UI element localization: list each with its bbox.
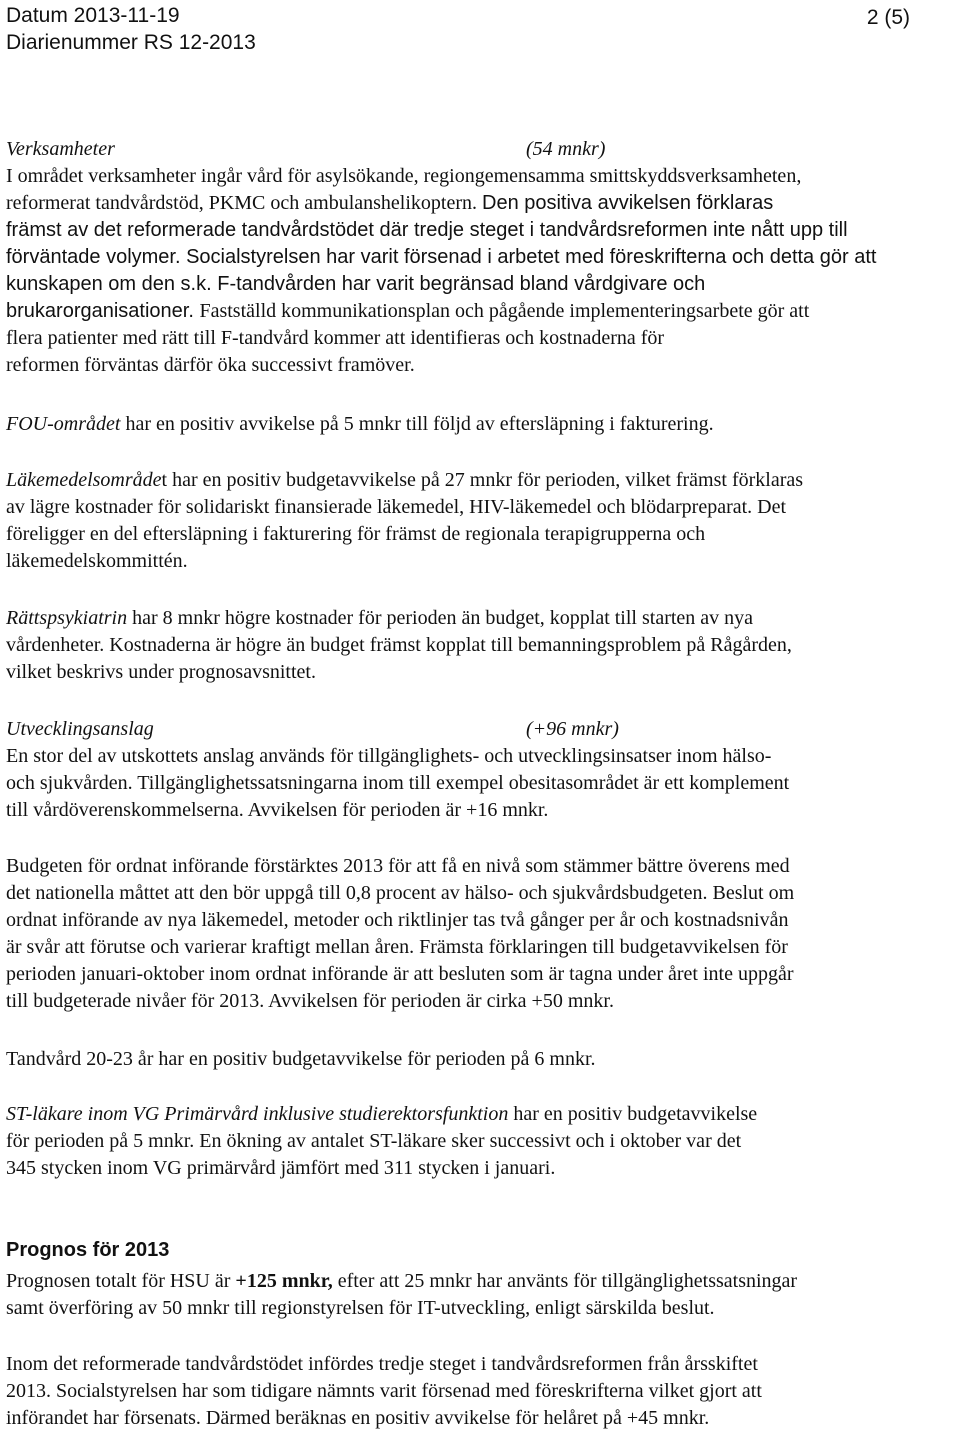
prognos-total: +125 mnkr, [235, 1270, 333, 1292]
paragraph-prognos-1: Prognosen totalt för HSU är +125 mnkr, efter att 25 mnkr har använts för tillgänglighetssatsningar samt överföring av 50 mnkr till regionstyrelsen för IT-utveckling, enligt särskilda beslut. [6, 1268, 954, 1322]
paragraph-line: perioden januari-oktober inom ordnat införande är att besluten som är tagna under året inte uppgår [6, 963, 794, 985]
paragraph-line: 2013. Socialstyrelsen har som tidigare nämnts varit försenad med föreskrifterna vilket gjort att [6, 1380, 762, 1402]
paragraph-rattspsykiatrin: Rättspsykiatrin har 8 mnkr högre kostnader för perioden än budget, kopplat till starten av nya vårdenheter. Kostnaderna är högre än budget främst kopplat till bemanningsproblem på Rågården, vilket beskrivs under prognosavsnittet. [6, 605, 954, 686]
paragraph-prognos-2 [6, 1351, 954, 1432]
section-amount-utvecklingsanslag: (+96 mnkr) [526, 718, 619, 740]
page-number: 2 (5) [866, 6, 910, 29]
paragraph-line: kunskapen om den s.k. F-tandvården har varit begränsad bland vårdgivare och [6, 273, 706, 295]
paragraph-line: och sjukvården. Tillgänglighetssatsningarna inom till exempel obesitasområdet är ett komplement [6, 772, 790, 794]
header-reference: Diarienummer RS 12-2013 [6, 31, 256, 54]
paragraph-line: förväntade volymer. Socialstyrelsen har varit försenad i arbetet med föreskrifterna och detta gör att [6, 246, 877, 268]
paragraph-fou: FOU-området har en positiv avvikelse på 5 mnkr till följd av eftersläpning i fakturering. [6, 413, 714, 435]
section-utvecklingsanslag [6, 716, 954, 824]
paragraph-line: reformen förväntas därför öka successivt framöver. [6, 354, 415, 376]
section-title-prognos: Prognos för 2013 [6, 1239, 170, 1261]
paragraph-line: är svår att förutse och varierar kraftigt mellan åren. Främsta förklaringen till budgetavvikelsen för [6, 936, 788, 958]
term-fou: FOU-området [6, 413, 121, 435]
paragraph-line: flera patienter med rätt till F-tandvård kommer att identifieras och kostnaderna för [6, 327, 665, 349]
paragraph-line: reformerat tandvårdstöd, PKMC och ambulanshelikoptern. Den positiva avvikelsen förklaras [6, 192, 774, 214]
paragraph-line: En stor del av utskottets anslag används för tillgänglighets- och utvecklingsinsatser inom hälso- [6, 745, 772, 767]
paragraph-line: det nationella måttet att den bör uppgå till 0,8 procent av hälso- och sjukvårdsbudgeten. Beslut om [6, 882, 795, 904]
section-amount-verksamheter: (54 mnkr) [526, 138, 606, 160]
paragraph-line: brukarorganisationer. Fastställd kommunikationsplan och pågående implementeringsarbete gör att [6, 300, 810, 322]
paragraph-budget [6, 853, 954, 1015]
term-lakemedel: Läkemedelsområde [6, 469, 162, 491]
paragraph-line: Inom det reformerade tandvårdstödet infördes tredje steget i tandvårdsreformen från årsskiftet [6, 1353, 758, 1375]
paragraph-line: främst av det reformerade tandvårdstödet där tredje steget i tandvårdsreformen inte nått upp till [6, 219, 848, 241]
paragraph-line: I området verksamheter ingår vård för asylsökande, regiongemensamma smittskyddsverksamheten, [6, 165, 802, 187]
section-heading-verksamheter: Verksamheter [6, 138, 115, 160]
term-st-lakare: ST-läkare inom VG Primärvård inklusive studierektorsfunktion [6, 1103, 509, 1125]
paragraph-line: Budgeten för ordnat införande förstärktes 2013 för att få en nivå som stämmer bättre överens med [6, 855, 790, 877]
paragraph-line: ordnat införande av nya läkemedel, metoder och riktlinjer tas två gånger per år och kostnadsnivån [6, 909, 789, 931]
paragraph-line: till vårdöverenskommelserna. Avvikelsen för perioden är +16 mnkr. [6, 799, 549, 821]
paragraph-line: införandet har försenats. Därmed beräknas en positiv avvikelse för helåret på +45 mnkr. [6, 1407, 710, 1429]
section-verksamheter [6, 136, 954, 379]
paragraph-line: vilket beskrivs under prognosavsnittet. [6, 661, 316, 683]
section-heading-utvecklingsanslag: Utvecklingsanslag [6, 718, 154, 740]
term-rattspsykiatrin: Rättspsykiatrin [6, 607, 128, 629]
paragraph-line: föreligger en del eftersläpning i fakturering för främst de regionala terapigrupperna och [6, 523, 706, 545]
paragraph-line: av lägre kostnader för solidariskt finansierade läkemedel, HIV-läkemedel och blödarpreparat. Det [6, 496, 787, 518]
paragraph-lakemedel: Läkemedelsområdet har en positiv budgetavvikelse på 27 mnkr för perioden, vilket främst förklaras av lägre kostnader för solidariskt finansierade läkemedel, HIV-läkemedel och blödarpreparat. Det föreligger en del eftersläpning i fakturering för främst de regionala terapigrupperna och läkemedelskommittén. [6, 467, 954, 575]
paragraph-line: samt överföring av 50 mnkr till regionstyrelsen för IT-utveckling, enligt särskilda beslut. [6, 1297, 715, 1319]
paragraph-line: för perioden på 5 mnkr. En ökning av antalet ST-läkare sker successivt och i oktober var det [6, 1130, 742, 1152]
paragraph-line: Tandvård 20-23 år har en positiv budgetavvikelse för perioden på 6 mnkr. [6, 1048, 596, 1070]
header-date: Datum 2013-11-19 [6, 4, 180, 27]
paragraph-tandvard [6, 1046, 954, 1073]
paragraph-st-lakare: ST-läkare inom VG Primärvård inklusive studierektorsfunktion har en positiv budgetavvikelse för perioden på 5 mnkr. En ökning av antalet ST-läkare sker successivt och i oktober var det 345 stycken inom VG primärvård jämfört med 311 stycken i januari. [6, 1101, 954, 1182]
paragraph-line: till budgeterade nivåer för 2013. Avvikelsen för perioden är cirka +50 mnkr. [6, 990, 614, 1012]
paragraph-line: läkemedelskommittén. [6, 550, 188, 572]
paragraph-line: vårdenheter. Kostnaderna är högre än budget främst kopplat till bemanningsproblem på Rågården, [6, 634, 792, 656]
paragraph-line: 345 stycken inom VG primärvård jämfört med 311 stycken i januari. [6, 1157, 556, 1179]
